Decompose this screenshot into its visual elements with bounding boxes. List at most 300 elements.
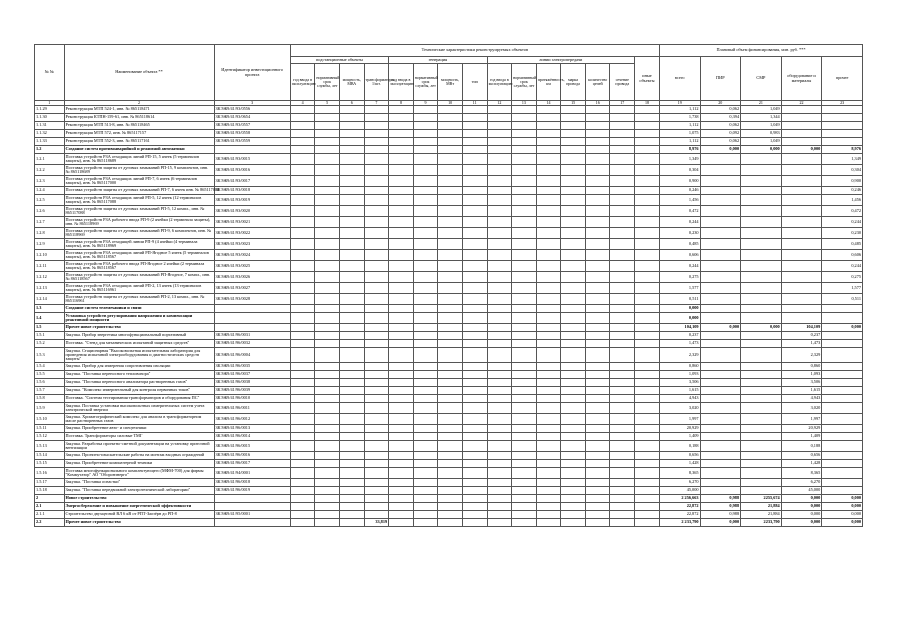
- row-finance-cell: [781, 217, 822, 228]
- row-id-cell: [214, 495, 290, 503]
- row-id-cell: ЗКЭЖ9/41/93/0019: [214, 195, 290, 206]
- row-tech-cell: [315, 379, 340, 387]
- row-number-cell: 1.4: [35, 313, 65, 324]
- row-tech-cell: [512, 228, 537, 239]
- row-tech-cell: [315, 261, 340, 272]
- row-finance-cell: 8,976: [659, 146, 700, 154]
- row-tech-cell: [413, 387, 438, 395]
- row-tech-cell: [389, 106, 414, 114]
- row-tech-cell: [512, 122, 537, 130]
- row-tech-cell: [290, 154, 315, 165]
- row-tech-cell: [438, 340, 463, 348]
- row-tech-cell: [512, 425, 537, 433]
- row-tech-cell: [610, 187, 635, 195]
- row-finance-cell: 0,000: [741, 324, 782, 332]
- row-tech-cell: [585, 114, 610, 122]
- row-tech-cell: [462, 272, 487, 283]
- sub-header-cell: марка провода: [561, 64, 586, 101]
- row-id-cell: ЗКЭЖ9/41/96/0012: [214, 414, 290, 425]
- row-tech-cell: [635, 468, 660, 479]
- row-tech-cell: [487, 130, 512, 138]
- row-name-cell: Реконструкция МТП 572, инв. № 865117157: [64, 130, 214, 138]
- row-finance-cell: [700, 195, 741, 206]
- row-tech-cell: [290, 106, 315, 114]
- row-tech-cell: [536, 294, 561, 305]
- row-tech-cell: [413, 217, 438, 228]
- row-tech-cell: [364, 305, 389, 313]
- row-tech-cell: [389, 332, 414, 340]
- row-tech-cell: [635, 479, 660, 487]
- row-finance-cell: [822, 460, 863, 468]
- row-tech-cell: [389, 294, 414, 305]
- row-number-cell: 1.5.10: [35, 414, 65, 425]
- row-tech-cell: [585, 487, 610, 495]
- row-finance-cell: 0,230: [822, 228, 863, 239]
- row-finance-cell: 8,365: [781, 468, 822, 479]
- row-finance-cell: [822, 122, 863, 130]
- row-tech-cell: [487, 403, 512, 414]
- table-row: [35, 363, 863, 371]
- row-tech-cell: [438, 261, 463, 272]
- row-name-cell: Поставка устройств РЗА отходящих линий РП-Ягодное 5 ячеек (5 терминалов защиты), инв. № 865118567: [64, 250, 214, 261]
- row-tech-cell: [487, 313, 512, 324]
- row-tech-cell: [413, 146, 438, 154]
- row-tech-cell: [389, 217, 414, 228]
- row-finance-cell: [741, 468, 782, 479]
- row-tech-cell: [561, 363, 586, 371]
- row-tech-cell: [512, 332, 537, 340]
- row-tech-cell: [438, 395, 463, 403]
- column-number-cell: 4: [290, 101, 315, 106]
- row-tech-cell: [487, 114, 512, 122]
- row-tech-cell: [438, 387, 463, 395]
- row-tech-cell: [610, 114, 635, 122]
- row-tech-cell: [585, 348, 610, 363]
- row-finance-cell: 104,109: [781, 324, 822, 332]
- row-tech-cell: [610, 414, 635, 425]
- row-tech-cell: [487, 261, 512, 272]
- row-finance-cell: 0,188: [781, 441, 822, 452]
- row-id-cell: ЗКЭЖ9/41/93/0557: [214, 122, 290, 130]
- row-tech-cell: [315, 403, 340, 414]
- row-name-cell: Создание систем телемеханики и связи: [64, 305, 214, 313]
- row-tech-cell: [487, 324, 512, 332]
- row-finance-cell: 0,000: [781, 511, 822, 519]
- header-tech-group: Технические характеристики реконструируемых объектов: [290, 45, 659, 57]
- row-tech-cell: [561, 379, 586, 387]
- row-tech-cell: [339, 106, 364, 114]
- row-tech-cell: [462, 511, 487, 519]
- row-tech-cell: [512, 138, 537, 146]
- row-tech-cell: [635, 130, 660, 138]
- row-tech-cell: [364, 283, 389, 294]
- row-number-cell: 1.2.10: [35, 250, 65, 261]
- row-tech-cell: [487, 138, 512, 146]
- row-tech-cell: [635, 503, 660, 511]
- row-finance-cell: 1,997: [781, 414, 822, 425]
- row-tech-cell: [635, 114, 660, 122]
- table-row: [35, 425, 863, 433]
- row-id-cell: ЗКЭЖ9/41/93/0025: [214, 261, 290, 272]
- row-finance-cell: [741, 460, 782, 468]
- row-tech-cell: [413, 340, 438, 348]
- row-tech-cell: [438, 495, 463, 503]
- row-tech-cell: [438, 460, 463, 468]
- row-tech-cell: [315, 206, 340, 217]
- row-finance-cell: 0,000: [781, 146, 822, 154]
- row-tech-cell: [635, 187, 660, 195]
- row-finance-cell: [741, 379, 782, 387]
- row-tech-cell: [536, 114, 561, 122]
- row-tech-cell: [487, 165, 512, 176]
- row-tech-cell: [438, 217, 463, 228]
- row-number-cell: 1.5.11: [35, 425, 65, 433]
- row-number-cell: 1.5.6: [35, 379, 65, 387]
- row-tech-cell: [635, 138, 660, 146]
- row-tech-cell: [635, 340, 660, 348]
- row-tech-cell: [610, 106, 635, 114]
- row-tech-cell: [438, 348, 463, 363]
- table-body: [35, 106, 863, 527]
- row-tech-cell: [290, 363, 315, 371]
- row-finance-cell: 2 233,790: [659, 519, 700, 527]
- row-finance-cell: 22,872: [659, 503, 700, 511]
- row-finance-cell: [822, 387, 863, 395]
- row-tech-cell: [610, 146, 635, 154]
- row-tech-cell: [413, 487, 438, 495]
- row-tech-cell: [364, 206, 389, 217]
- row-tech-cell: [585, 272, 610, 283]
- row-tech-cell: [635, 487, 660, 495]
- row-tech-cell: [413, 195, 438, 206]
- row-tech-cell: [635, 332, 660, 340]
- row-tech-cell: [635, 106, 660, 114]
- row-tech-cell: [315, 165, 340, 176]
- column-number-cell: 18: [635, 101, 660, 106]
- row-name-cell: Закупка. Разработка проектно-сметной документации на установку приточной вентиляции: [64, 441, 214, 452]
- row-finance-cell: [700, 441, 741, 452]
- row-tech-cell: [339, 272, 364, 283]
- row-finance-cell: [700, 340, 741, 348]
- row-tech-cell: [610, 363, 635, 371]
- row-finance-cell: 1,409: [659, 433, 700, 441]
- row-number-cell: 1.2.2: [35, 165, 65, 176]
- row-tech-cell: [290, 195, 315, 206]
- row-finance-cell: 0,606: [822, 250, 863, 261]
- row-finance-cell: [700, 403, 741, 414]
- row-number-cell: 1.2.13: [35, 283, 65, 294]
- row-finance-cell: [741, 206, 782, 217]
- row-tech-cell: [290, 283, 315, 294]
- row-id-cell: ЗКЭЖ9/41/96/0004: [214, 348, 290, 363]
- row-tech-cell: [487, 379, 512, 387]
- row-tech-cell: [512, 313, 537, 324]
- row-tech-cell: [364, 146, 389, 154]
- row-finance-cell: 1,428: [659, 460, 700, 468]
- row-finance-cell: [781, 239, 822, 250]
- row-tech-cell: [364, 468, 389, 479]
- table-row: [35, 228, 863, 239]
- row-tech-cell: [290, 425, 315, 433]
- row-tech-cell: [536, 283, 561, 294]
- row-tech-cell: [610, 468, 635, 479]
- row-tech-cell: [610, 460, 635, 468]
- row-tech-cell: [364, 130, 389, 138]
- row-finance-cell: [700, 348, 741, 363]
- row-number-cell: 1.1.33: [35, 138, 65, 146]
- row-finance-cell: [781, 154, 822, 165]
- row-tech-cell: [413, 403, 438, 414]
- row-tech-cell: [610, 250, 635, 261]
- row-finance-cell: [822, 348, 863, 363]
- row-id-cell: ЗКЭЖ9/41/96/0031: [214, 332, 290, 340]
- row-tech-cell: [462, 340, 487, 348]
- table-row: [35, 379, 863, 387]
- row-name-cell: Прочее новое строительство: [64, 519, 214, 527]
- row-tech-cell: [339, 195, 364, 206]
- row-tech-cell: [512, 468, 537, 479]
- row-tech-cell: [561, 511, 586, 519]
- row-finance-cell: 0,860: [781, 363, 822, 371]
- row-tech-cell: [487, 487, 512, 495]
- column-number-cell: 15: [561, 101, 586, 106]
- table-row: [35, 460, 863, 468]
- row-tech-cell: [487, 371, 512, 379]
- row-tech-cell: [585, 228, 610, 239]
- row-number-cell: 1.5.15: [35, 460, 65, 468]
- row-tech-cell: [561, 154, 586, 165]
- row-finance-cell: 1,049: [741, 122, 782, 130]
- row-tech-cell: [438, 479, 463, 487]
- row-tech-cell: [364, 332, 389, 340]
- row-tech-cell: [585, 414, 610, 425]
- row-tech-cell: [512, 114, 537, 122]
- row-tech-cell: [462, 403, 487, 414]
- row-tech-cell: [290, 503, 315, 511]
- row-finance-cell: 0,900: [822, 176, 863, 187]
- row-tech-cell: [462, 324, 487, 332]
- table-row: [35, 387, 863, 395]
- row-tech-cell: [413, 239, 438, 250]
- row-tech-cell: [413, 348, 438, 363]
- table-row: [35, 395, 863, 403]
- table-row: [35, 217, 863, 228]
- row-finance-cell: [700, 479, 741, 487]
- row-tech-cell: [290, 294, 315, 305]
- row-tech-cell: [635, 511, 660, 519]
- row-finance-cell: [700, 217, 741, 228]
- row-tech-cell: [290, 495, 315, 503]
- row-tech-cell: [610, 479, 635, 487]
- row-tech-cell: [438, 441, 463, 452]
- row-tech-cell: [339, 395, 364, 403]
- row-tech-cell: [364, 441, 389, 452]
- row-number-cell: 1.5.4: [35, 363, 65, 371]
- row-tech-cell: [635, 414, 660, 425]
- row-finance-cell: [822, 340, 863, 348]
- row-tech-cell: [487, 425, 512, 433]
- row-tech-cell: [339, 294, 364, 305]
- row-finance-cell: [822, 425, 863, 433]
- row-finance-cell: [741, 363, 782, 371]
- row-finance-cell: [822, 441, 863, 452]
- row-id-cell: ЗКЭЖ9/41/95/0001: [214, 511, 290, 519]
- column-number-cell: 1: [35, 101, 65, 106]
- row-tech-cell: [290, 272, 315, 283]
- row-tech-cell: [536, 206, 561, 217]
- row-tech-cell: [315, 348, 340, 363]
- row-tech-cell: [610, 403, 635, 414]
- row-tech-cell: [536, 379, 561, 387]
- row-tech-cell: [585, 425, 610, 433]
- column-number-cell: 12: [487, 101, 512, 106]
- column-number-cell: 23: [822, 101, 863, 106]
- row-tech-cell: [610, 387, 635, 395]
- row-name-cell: Закупка. Прибор энергетика многофункциональный портативный: [64, 332, 214, 340]
- row-tech-cell: [413, 313, 438, 324]
- row-tech-cell: [462, 468, 487, 479]
- row-tech-cell: [315, 130, 340, 138]
- row-tech-cell: [487, 228, 512, 239]
- row-tech-cell: [290, 460, 315, 468]
- row-finance-cell: [700, 250, 741, 261]
- row-tech-cell: [389, 187, 414, 195]
- row-tech-cell: [487, 460, 512, 468]
- row-number-cell: 1.2.6: [35, 206, 65, 217]
- table-row: [35, 122, 863, 130]
- row-name-cell: Энергосбережение и повышение энергетической эффективности: [64, 503, 214, 511]
- row-tech-cell: [339, 363, 364, 371]
- row-tech-cell: [364, 511, 389, 519]
- row-name-cell: Поставка устройств защиты от дуговых замыканий РП-2, 13 компл., инв. № 865116961: [64, 294, 214, 305]
- row-tech-cell: [512, 283, 537, 294]
- row-number-cell: 1.5.2: [35, 340, 65, 348]
- row-tech-cell: [438, 468, 463, 479]
- row-tech-cell: [364, 387, 389, 395]
- row-tech-cell: [585, 371, 610, 379]
- header-finance-group: Плановый объем финансирования, млн. руб. ***: [659, 45, 862, 57]
- row-tech-cell: [315, 106, 340, 114]
- row-tech-cell: [585, 206, 610, 217]
- row-tech-cell: [585, 165, 610, 176]
- row-tech-cell: [561, 441, 586, 452]
- row-finance-cell: 3,506: [781, 379, 822, 387]
- row-finance-cell: 2255,674: [741, 495, 782, 503]
- row-tech-cell: [290, 487, 315, 495]
- row-finance-cell: 0,000: [822, 519, 863, 527]
- row-tech-cell: [315, 487, 340, 495]
- row-tech-cell: [339, 441, 364, 452]
- row-tech-cell: [364, 250, 389, 261]
- row-tech-cell: [585, 324, 610, 332]
- row-tech-cell: [487, 217, 512, 228]
- row-tech-cell: [315, 519, 340, 527]
- row-tech-cell: [561, 294, 586, 305]
- row-name-cell: Создание систем противоаварийной и режимной автоматики: [64, 146, 214, 154]
- row-finance-cell: 1,473: [659, 340, 700, 348]
- row-tech-cell: [290, 452, 315, 460]
- row-tech-cell: [364, 165, 389, 176]
- row-finance-cell: [741, 217, 782, 228]
- row-finance-cell: [700, 379, 741, 387]
- row-tech-cell: [610, 122, 635, 130]
- row-number-cell: 1.2.7: [35, 217, 65, 228]
- row-tech-cell: [438, 146, 463, 154]
- row-tech-cell: [610, 433, 635, 441]
- row-name-cell: Закупка. Стационарная "Высоковольтная испытательная лаборатория для проведения испытаний электрооборудования и диагностических средств защиты": [64, 348, 214, 363]
- row-tech-cell: [512, 195, 537, 206]
- row-tech-cell: [315, 122, 340, 130]
- row-finance-cell: 0,860: [659, 363, 700, 371]
- row-finance-cell: [700, 395, 741, 403]
- row-tech-cell: [364, 217, 389, 228]
- row-tech-cell: [389, 519, 414, 527]
- row-name-cell: Закупка. "Поставка переносного анализатора растворенных газов": [64, 379, 214, 387]
- row-tech-cell: [364, 379, 389, 387]
- row-tech-cell: [585, 261, 610, 272]
- row-id-cell: ЗКЭЖ9/41/93/0023: [214, 239, 290, 250]
- row-tech-cell: [536, 441, 561, 452]
- row-finance-cell: [741, 239, 782, 250]
- row-number-cell: 1.2.11: [35, 261, 65, 272]
- row-tech-cell: [413, 460, 438, 468]
- row-finance-cell: 0,394: [700, 114, 741, 122]
- row-finance-cell: [822, 414, 863, 425]
- row-tech-cell: [290, 206, 315, 217]
- row-finance-cell: [822, 433, 863, 441]
- row-tech-cell: [315, 305, 340, 313]
- row-tech-cell: [364, 371, 389, 379]
- row-tech-cell: [610, 371, 635, 379]
- row-finance-cell: 0,244: [659, 217, 700, 228]
- row-tech-cell: [487, 206, 512, 217]
- row-finance-cell: [700, 371, 741, 379]
- row-finance-cell: [700, 261, 741, 272]
- table-row: [35, 261, 863, 272]
- row-tech-cell: [413, 283, 438, 294]
- header-id: Идентификатор инвестиционного проекта: [214, 45, 290, 101]
- row-tech-cell: [561, 433, 586, 441]
- row-finance-cell: 0,988: [700, 511, 741, 519]
- row-tech-cell: [438, 511, 463, 519]
- row-tech-cell: [487, 122, 512, 130]
- row-tech-cell: [487, 452, 512, 460]
- row-tech-cell: [635, 387, 660, 395]
- row-id-cell: ЗКЭЖ9/41/93/0028: [214, 294, 290, 305]
- column-number-cell: 21: [741, 101, 782, 106]
- row-tech-cell: [339, 479, 364, 487]
- row-tech-cell: [389, 154, 414, 165]
- header-other-objects: иные объекты: [635, 57, 660, 101]
- table-row: [35, 371, 863, 379]
- row-tech-cell: [585, 122, 610, 130]
- row-tech-cell: [561, 348, 586, 363]
- row-tech-cell: [413, 294, 438, 305]
- row-tech-cell: [487, 154, 512, 165]
- table-row: [35, 433, 863, 441]
- row-finance-cell: 0,511: [822, 294, 863, 305]
- row-tech-cell: [290, 114, 315, 122]
- row-id-cell: ЗКЭЖ9/41/93/0017: [214, 176, 290, 187]
- row-id-cell: ЗКЭЖ9/41/93/0021: [214, 217, 290, 228]
- sub-header-cell: тип: [462, 64, 487, 101]
- row-finance-cell: [781, 294, 822, 305]
- row-tech-cell: [413, 519, 438, 527]
- row-finance-cell: 0,472: [659, 206, 700, 217]
- row-tech-cell: [364, 324, 389, 332]
- row-id-cell: ЗКЭЖ9/41/93/0015: [214, 154, 290, 165]
- row-tech-cell: [462, 165, 487, 176]
